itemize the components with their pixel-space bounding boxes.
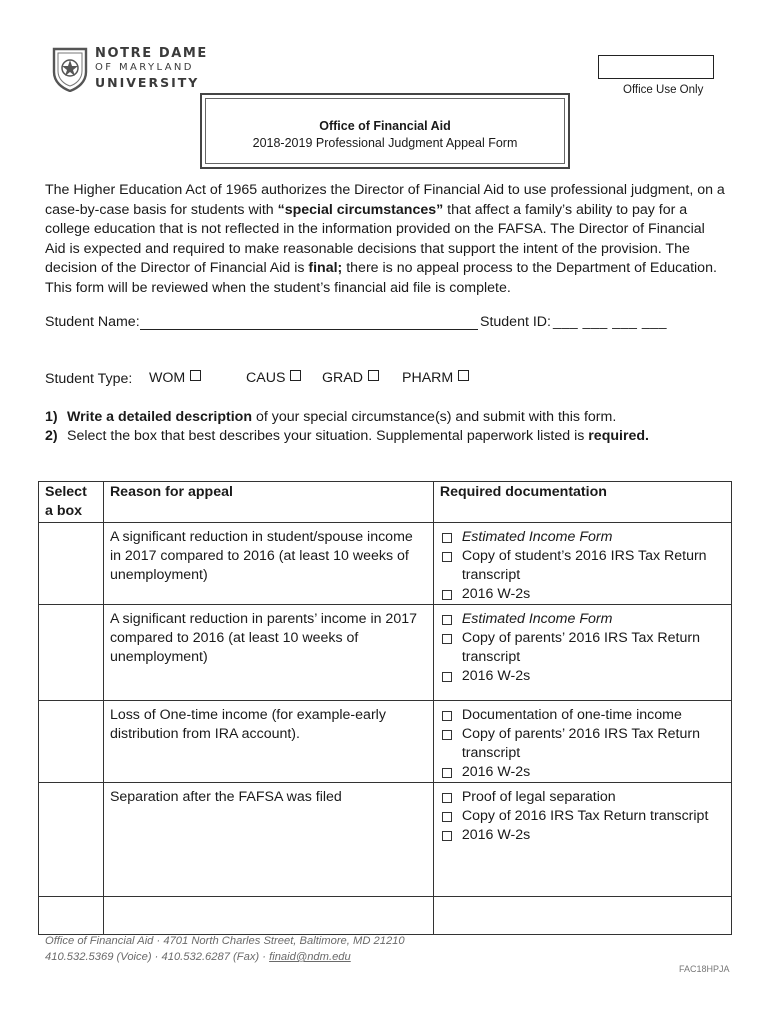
documentation-cell	[433, 523, 731, 605]
step-2-bold: required.	[588, 428, 649, 444]
checkbox-icon[interactable]	[442, 590, 452, 600]
form-code: FAC18HPJA	[679, 964, 730, 974]
appeal-reasons-table	[38, 481, 732, 935]
documentation-item: 2016 W-2s	[438, 585, 727, 604]
checkbox-icon[interactable]	[458, 370, 469, 381]
checkbox-icon[interactable]	[442, 812, 452, 822]
checkbox-icon[interactable]	[442, 672, 452, 682]
office-use-label: Office Use Only	[623, 84, 704, 96]
documentation-item: 2016 W-2s	[438, 763, 727, 782]
office-use-box[interactable]	[598, 55, 714, 79]
documentation-list	[434, 701, 731, 782]
documentation-cell	[433, 605, 731, 701]
step-number: 2)	[45, 428, 58, 444]
checkbox-icon[interactable]	[442, 793, 452, 803]
select-cell[interactable]	[39, 701, 104, 783]
select-cell[interactable]	[39, 605, 104, 701]
select-cell[interactable]	[39, 897, 104, 935]
reason-cell: A significant reduction in parents’ income in 2017 compared to 2016 (at least 10 weeks of unemployment)	[103, 605, 433, 701]
table-row	[39, 605, 732, 701]
form-title: Office of Financial Aid	[319, 119, 451, 133]
checkbox-icon[interactable]	[368, 370, 379, 381]
step-2-text: Select the box that best describes your situation. Supplemental paperwork listed is	[67, 428, 589, 444]
select-cell[interactable]	[39, 783, 104, 897]
logo-line-1: NOTRE DAME	[95, 46, 208, 61]
table-row	[39, 523, 732, 605]
documentation-cell	[433, 783, 731, 897]
documentation-list	[434, 783, 731, 845]
documentation-item: 2016 W-2s	[438, 667, 727, 686]
table-row-empty	[39, 897, 732, 935]
step-1-text: of your special circumstance(s) and submit with this form.	[252, 409, 617, 425]
student-type-option-caus[interactable]	[246, 370, 301, 386]
student-type-option-grad[interactable]	[322, 370, 379, 386]
student-id-label: Student ID:	[480, 314, 551, 330]
reason-cell: A significant reduction in student/spouse income in 2017 compared to 2016 (at least 10 weeks of unemployment)	[103, 523, 433, 605]
documentation-item: Copy of parents’ 2016 IRS Tax Return transcript	[438, 629, 727, 667]
table-header-select: Select a box	[39, 482, 104, 523]
footer-address: Office of Financial Aid · 4701 North Charles Street, Baltimore, MD 21210	[45, 935, 405, 947]
documentation-cell[interactable]	[433, 897, 731, 935]
checkbox-icon[interactable]	[290, 370, 301, 381]
footer-contact	[45, 951, 351, 963]
documentation-item: Estimated Income Form	[438, 528, 727, 547]
checkbox-icon[interactable]	[442, 730, 452, 740]
option-label: PHARM	[402, 370, 454, 386]
footer-email-link[interactable]: finaid@ndm.edu	[269, 951, 351, 963]
table-header-reason: Reason for appeal	[103, 482, 433, 523]
student-id-field[interactable]: ___ ___ ___ ___	[553, 314, 668, 330]
reason-cell: Separation after the FAFSA was filed	[103, 783, 433, 897]
intro-text-2: that affect a family’s ability to pay for a college education that is not reflected in the information provided on the FAFSA. The Director of Financial Aid is expected and required to make reasonable decisions that support the intent of the provision. The decision of the Director of Financial Aid is	[45, 201, 705, 277]
checkbox-icon[interactable]	[442, 831, 452, 841]
student-type-option-wom[interactable]	[149, 370, 201, 386]
documentation-cell	[433, 701, 731, 783]
documentation-item: 2016 W-2s	[438, 826, 727, 845]
table-row	[39, 701, 732, 783]
table-header-row	[39, 482, 732, 523]
instruction-step-2	[45, 428, 649, 444]
university-logo	[50, 44, 208, 94]
student-type-option-pharm[interactable]	[402, 370, 469, 386]
form-subtitle: 2018-2019 Professional Judgment Appeal Form	[252, 136, 518, 150]
table-row	[39, 783, 732, 897]
documentation-item: Documentation of one-time income	[438, 706, 727, 725]
documentation-item: Copy of 2016 IRS Tax Return transcript	[438, 807, 727, 826]
student-name-label: Student Name:	[45, 314, 140, 330]
footer-phone-fax: 410.532.5369 (Voice) · 410.532.6287 (Fax) ·	[45, 951, 270, 963]
table-header-documentation: Required documentation	[433, 482, 731, 523]
intro-text-3: there is no appeal process to the Department of Education. This form will be reviewed when the student’s financial aid file is complete.	[45, 260, 717, 296]
instruction-step-1	[45, 409, 616, 425]
option-label: CAUS	[246, 370, 286, 386]
checkbox-icon[interactable]	[442, 533, 452, 543]
checkbox-icon[interactable]	[442, 768, 452, 778]
option-label: GRAD	[322, 370, 363, 386]
checkbox-icon[interactable]	[190, 370, 201, 381]
intro-bold-2: final;	[308, 260, 343, 277]
intro-bold-1: “special circumstances”	[277, 201, 444, 218]
intro-text-1: The Higher Education Act of 1965 authorizes the Director of Financial Aid to use professional judgment, on a case-by-case basis for students with	[45, 182, 725, 218]
checkbox-icon[interactable]	[442, 711, 452, 721]
documentation-item: Proof of legal separation	[438, 788, 727, 807]
intro-paragraph	[45, 181, 725, 299]
logo-line-2: OF MARYLAND	[95, 62, 194, 73]
documentation-list	[434, 523, 731, 604]
step-number: 1)	[45, 409, 58, 425]
reason-cell: Loss of One-time income (for example-early distribution from IRA account).	[103, 701, 433, 783]
checkbox-icon[interactable]	[442, 634, 452, 644]
student-type-label: Student Type:	[45, 371, 133, 387]
form-title-box	[200, 93, 570, 169]
documentation-list	[434, 605, 731, 686]
checkbox-icon[interactable]	[442, 552, 452, 562]
documentation-item: Estimated Income Form	[438, 610, 727, 629]
reason-cell[interactable]	[103, 897, 433, 935]
step-1-bold: Write a detailed description	[67, 409, 253, 425]
documentation-item: Copy of parents’ 2016 IRS Tax Return transcript	[438, 725, 727, 763]
documentation-item: Copy of student’s 2016 IRS Tax Return transcript	[438, 547, 727, 585]
logo-line-3: UNIVERSITY	[95, 75, 200, 90]
student-name-field[interactable]	[140, 329, 478, 330]
checkbox-icon[interactable]	[442, 615, 452, 625]
option-label: WOM	[149, 370, 186, 386]
select-cell[interactable]	[39, 523, 104, 605]
university-crest-icon	[50, 46, 90, 92]
